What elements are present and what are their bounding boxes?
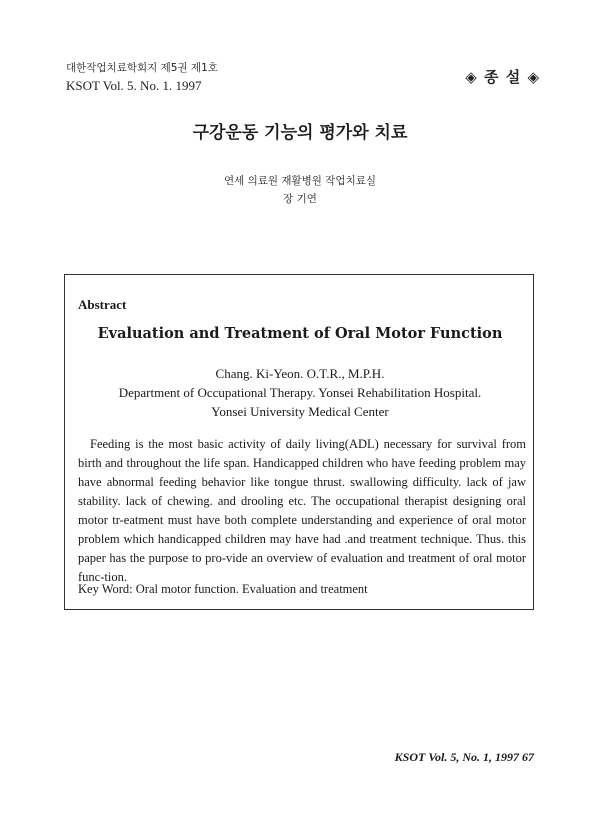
journal-header: [66, 60, 218, 94]
korean-title: 구강운동 기능의 평가와 치료: [192, 123, 408, 143]
english-department: Department of Occupational Therapy. Yonsei Rehabilitation Hospital.: [118, 385, 482, 400]
korean-author: 장 기연: [283, 193, 317, 205]
abstract-label: Abstract: [78, 297, 127, 312]
english-author: Chang. Ki-Yeon. O.T.R., M.P.H.: [215, 366, 385, 381]
english-author-block: [65, 364, 535, 421]
korean-affiliation-block: [0, 172, 600, 208]
key-words: Key Word: Oral motor function. Evaluation and treatment: [78, 582, 368, 596]
abstract-box: [64, 274, 534, 610]
journal-name-korean: 대한작업치료학회지 제5권 제1호: [66, 62, 218, 74]
journal-name-english: KSOT Vol. 5. No. 1. 1997: [66, 78, 202, 93]
english-institution: Yonsei University Medical Center: [211, 404, 389, 419]
abstract-body: Feeding is the most basic activity of daily living(ADL) necessary for survival from birth and throughout the life span. Handicapped children who have feeding problem may have abnormal feeding behavior like tongue thrust. swallowing difficulty. lack of jaw stability. lack of chewing. and drooling etc. The occupational therapist designing oral motor tr-eatment must have both complete understanding and experience of oral motor problem which handicapped children may have had .and treatment technique. Thus. this paper has the purpose to pro-vide an overview of evaluation and treatment of oral motor func-tion.: [78, 437, 526, 584]
korean-affiliation: 연세 의료원 재활병원 작업치료실: [223, 175, 376, 187]
english-title: Evaluation and Treatment of Oral Motor Function: [97, 325, 503, 342]
page-footer-citation: KSOT Vol. 5, No. 1, 1997 67: [394, 750, 534, 764]
category-badge: ◈ 종 설 ◈: [465, 68, 540, 86]
